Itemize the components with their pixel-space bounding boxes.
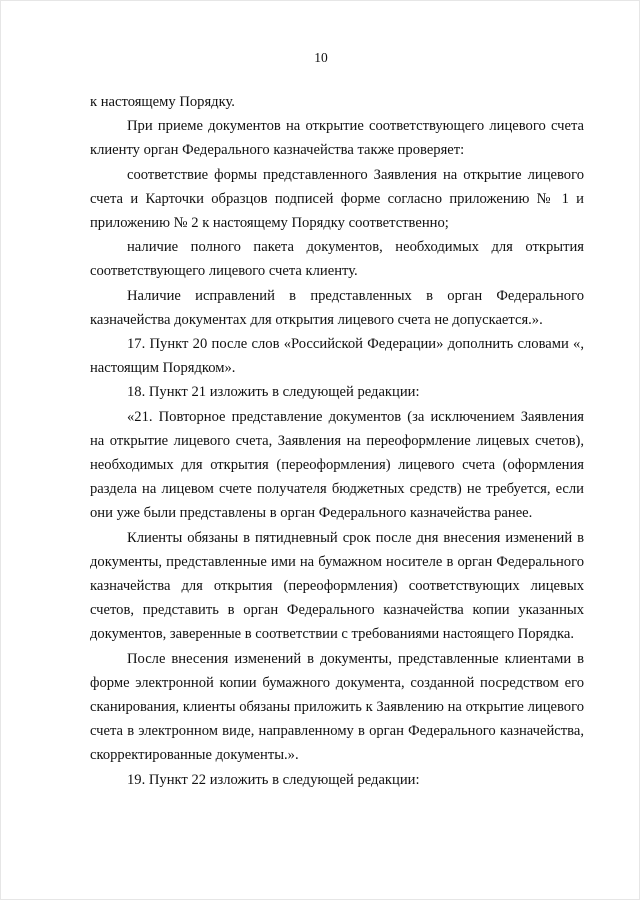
paragraph-form-compliance: соответствие формы представленного Заявления на открытие лицевого счета и Карточки образцов подписей форме согласно приложению № 1 и приложению № 2 к настоящему Порядку соответственно; [90,166,584,232]
paragraph-document-package: наличие полного пакета документов, необходимых для открытия соответствующего лицевого счета клиенту. [90,239,584,280]
paragraph-clients-obliged: Клиенты обязаны в пятидневный срок после дня внесения изменений в документы, представленные ими на бумажном носителе в орган Федерального казначейства для открытия (переоформления) соответствующих лицевых счетов, представить в орган Федерального казначейства копии указанных документов, заверенные в соответствии с требованиями настоящего Порядка. [90,529,584,643]
paragraph-clause-21: «21. Повторное представление документов (за исключением Заявления на открытие лицевого счета, Заявления на переоформление лицевых счетов), необходимых для открытия (переоформления) лицевого счета (оформления раздела на лицевом счете получателя бюджетных средств) не требуется, если они уже были представлены в орган Федерального казначейства ранее. [90,408,584,522]
paragraph-item-19: 19. Пункт 22 изложить в следующей редакции: [127,771,420,788]
paragraph-item-17: 17. Пункт 20 после слов «Российской Федерации» дополнить словами «, настоящим Порядком». [90,336,584,377]
paragraph-continuation: к настоящему Порядку. [90,94,235,110]
paragraph-item-18: 18. Пункт 21 изложить в следующей редакции: [127,384,420,401]
paragraph-no-corrections: Наличие исправлений в представленных в орган Федерального казначейства документах для открытия лицевого счета не допускается.». [90,287,584,328]
page-number: 10 [314,50,328,65]
paragraph-electronic-copies: После внесения изменений в документы, представленные клиентами в форме электронной копии бумажного документа, созданной посредством его сканирования, клиенты обязаны приложить к Заявлению на открытие лицевого счета в электронном виде, направленному в орган Федерального казначейства, скорректированные документы.». [90,650,584,764]
paragraph-verification-intro: При приеме документов на открытие соответствующего лицевого счета клиенту орган Федерального казначейства также проверяет: [90,118,584,159]
document-body [90,90,584,792]
